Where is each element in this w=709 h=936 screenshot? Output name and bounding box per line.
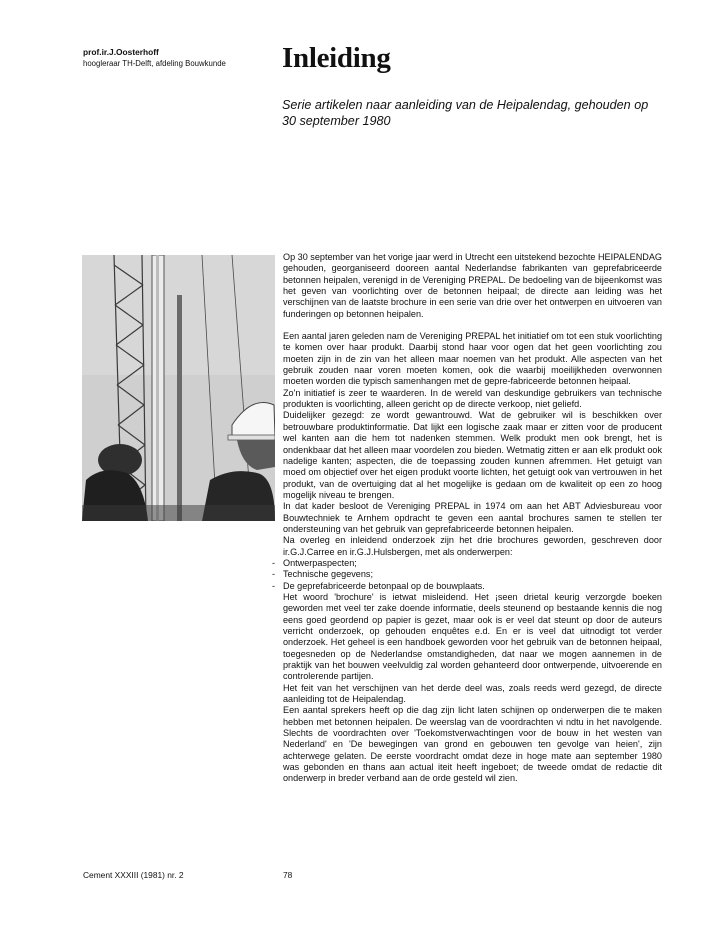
article-body — [272, 252, 662, 785]
article-title: Inleiding — [282, 42, 391, 74]
body-paragraph: Het feit van het verschijnen van het derde deel was, zoals reeds werd gezegd, de directe aanleiding tot de Heipalendag. — [283, 682, 662, 705]
topic-list-item: - Technische gegevens; — [272, 569, 373, 580]
author-name: prof.ir.J.Oosterhoff — [83, 47, 159, 57]
body-paragraph: Zo'n initiatief is zeer te waarderen. In de wereld van deskundige gebruikers van technische produkten is voorlichting, alleen gericht op de directe verkoop, niet geliefd. — [283, 387, 662, 410]
body-paragraph: Na overleg en inleidend onderzoek zijn het drie brochures geworden, geschreven door ir.G.J.Carree en ir.G.J.Hulsbergen, met als onderwerpen: — [283, 535, 662, 557]
topic-list-item: - Ontwerpaspecten; — [272, 557, 357, 568]
page-number: 78 — [283, 870, 293, 880]
topic-list-item-text: Ontwerpaspecten; — [283, 557, 357, 568]
pile-driving-photo — [82, 255, 275, 521]
body-paragraph: Duidelijker gezegd: ze wordt gewantrouwd. Wat de gebruiker wil is beschikken over betrouwbare produktinformatie. Dat lijkt een logische zaak maar er zitten voor de producent wel kanten aan die hem tot nadenken stemmen. Welk produkt men ook brengt, het is ondenkbaar dat het alleen maar voordelen zou bieden. Wetmatig zitten er aan elk produkt ook nadelige kanten; aspecten, die de toepassing zouden kunnen afremmen. Het getuigt van moed om objectief over het eigen produkt voorte lichten, het getuigt ook van vertrouwen in het produkt, van de overtuiging dat al het mogelijke is gedaan om de kwaliteit op een zo hoog mogelijk niveau te brengen. — [283, 410, 662, 500]
topic-list-item: - De geprefabriceerde betonpaal op de bouwplaats. — [272, 580, 485, 591]
body-paragraph: Op 30 september van het vorige jaar werd in Utrecht een uitstekend bezochte HEIPALENDAG gehouden, georganiseerd dooreen aantal Nederlandse fabrikanten van geprefabriceerde betonnen heipalen, verenigd in de Vereniging PREPAL. De bedoeling van de bijeenkomst was het geven van voorlichting over de betonnen heipaal; de directe aan leiding was het verschijnen van de laatste brochure in een serie van drie over het ontwerpen en uitvoeren van funderingen op betonnen heipalen. — [283, 252, 662, 319]
body-paragraph: Een aantal sprekers heeft op die dag zijn licht laten schijnen op onderwerpen die te maken hebben met betonnen heipalen. De weerslag van de voordrachten vi ndtu in het navolgende. Slechts de voordrachten over 'Toekomstverwachtingen voor de bouw in het westen van Nederland' en 'De bewegingen van grond en gebouwen ten gevolge van heien', zijn achterwege gelaten. De eerste voordracht omdat deze in hoge mate aan september 1980 was gebonden en thans aan actual iteit heeft ingeboet; de tweede omdat de redactie dit onderwerp in breder verband aan de orde gesteld wil zien. — [283, 705, 662, 784]
body-paragraph: Een aantal jaren geleden nam de Vereniging PREPAL het initiatief om tot een stuk voorlichting te komen over haar produkt. Daarbij stond haar voor ogen dat het geen voorlichting zou moeten zijn in de zin van het alleen maar noemen van het produkt. Alle aspecten van het gebruik zouden naar voren moeten komen, ook die waarbij moeilijkheden overwonnen moeten worden die typisch samenhangen met de gepre-fabriceerde betonnen heipaal. — [283, 331, 662, 387]
author-role: hoogleraar TH-Delft, afdeling Bouwkunde — [83, 59, 226, 68]
body-paragraph: In dat kader besloot de Vereniging PREPAL in 1974 om aan het ABT Adviesbureau voor Bouwtechniek te Arnhem opdracht te geven een aantal brochures samen te stellen ter ondersteuning van het gebruik van geprefabriceerde betonnen heipalen. — [283, 501, 662, 534]
topic-list — [272, 557, 662, 592]
pile-rig-illustration — [82, 255, 275, 521]
body-paragraph: Het woord 'brochure' is ietwat misleidend. Het ¡seen drietal keurig verzorgde boeken geworden met veel ter zake doende informatie, deels steunend op bestaande kennis die nog eens goed geordend op papier is gezet, maar ook is er veel dat steunt op door de auteurs verricht onderzoek, op gehouden enquêtes e.d. En er is veel dat uitnodigt tot verder onderzoek. Het geheel is een handboek geworden voor het gebruik van de betonnen heipaal, toegesneden op de Nederlandse omstandigheden, dat naar we mogen aannemen in de praktijk van het bouwen veelvuldig zal worden gehanteerd door ontwerpende, uitvoerende en controlerende partijen. — [283, 591, 662, 682]
topic-list-item-text: Technische gegevens; — [283, 569, 373, 580]
author-block — [83, 47, 273, 69]
topic-list-item-text: De geprefabriceerde betonpaal op de bouwplaats. — [283, 580, 485, 591]
article-subtitle: Serie artikelen naar aanleiding van de Heipalendag, gehouden op 30 september 1980 — [282, 98, 649, 128]
journal-footer: Cement XXXIII (1981) nr. 2 — [83, 870, 184, 880]
